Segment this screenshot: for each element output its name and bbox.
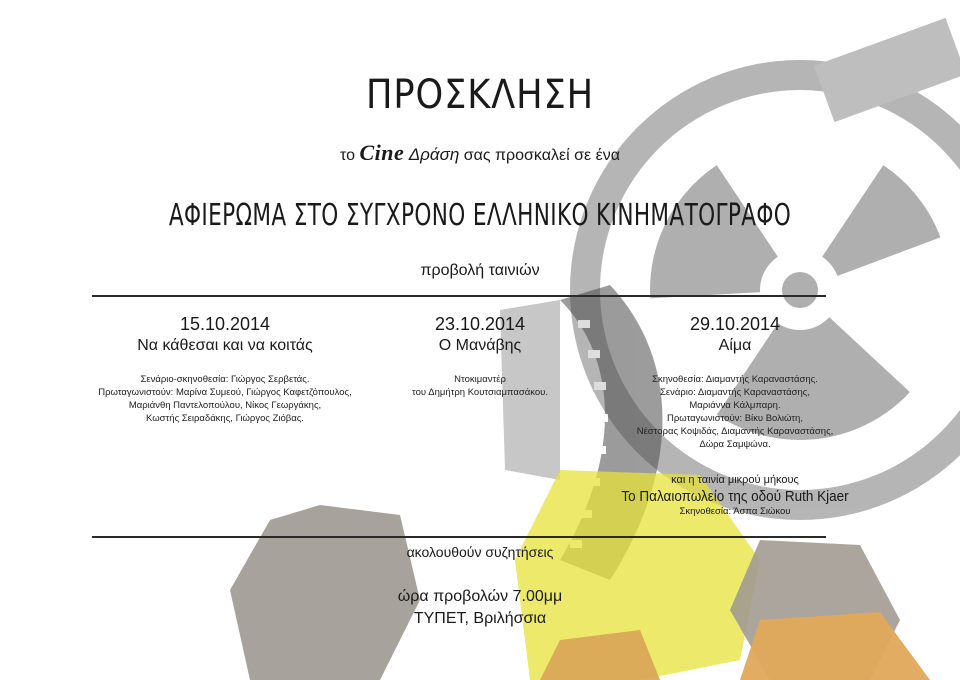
discussions-note: ακολουθούν συζητήσεις <box>406 544 554 560</box>
credit-line: Πρωταγωνιστούν: Βίκυ Βολιώτη, <box>667 413 803 424</box>
tribute-heading: ΑΦΙΕΡΩΜΑ ΣΤΟ ΣΥΓΧΡΟΝΟ ΕΛΛΗΝΙΚΟ ΚΙΝΗΜΑΤΟΓΡΑΦΟ <box>168 198 792 233</box>
credit-line: Κωστής Σειραδάκης, Γιώργος Ζιόβας. <box>146 413 304 424</box>
credit-line: Δώρα Σαμψώνα. <box>699 439 771 450</box>
credit-line: Σκηνοθεσία: Διαμαντής Καραναστάσης. <box>652 374 818 385</box>
divider-bottom <box>92 536 826 538</box>
film-credits <box>570 373 900 451</box>
film-entry-2 <box>380 314 580 399</box>
film-credits <box>60 373 390 425</box>
credit-line: Ντοκιμαντέρ <box>454 374 506 385</box>
credit-line: Μαριάνθη Παντελοπούλου, Νίκος Γεωργάκης, <box>128 400 322 411</box>
credit-line: του Δημήτρη Κουτσιαμπασάκου. <box>412 387 548 398</box>
short-film-director: Σκηνοθεσία: Άσπα Σιώκου <box>679 506 791 517</box>
intro-suffix: σας προσκαλεί σε ένα <box>463 147 620 164</box>
film-entry-1 <box>60 314 390 425</box>
film-date: 23.10.2014 <box>434 314 526 334</box>
film-date: 29.10.2014 <box>689 314 781 334</box>
divider-top <box>92 295 826 297</box>
brand-logo-cine: Cine <box>359 140 405 165</box>
short-film-intro: και η ταινία μικρού μήκους <box>671 474 799 486</box>
brand-logo-drasi: Δράση <box>408 145 460 164</box>
intro-prefix: το <box>340 147 356 164</box>
short-film-entry <box>560 474 910 517</box>
screening-label: προβολή ταινιών <box>420 262 540 279</box>
credit-line: Μαριάννα Κάλμπαρη. <box>689 400 781 411</box>
film-date: 15.10.2014 <box>179 314 271 334</box>
film-title: Αίμα <box>718 337 752 354</box>
film-title: Ο Μανάβης <box>438 337 522 354</box>
film-credits <box>380 373 580 399</box>
credit-line: Σενάριο: Διαμαντής Καραναστάσης, <box>659 387 810 398</box>
intro-line <box>0 140 960 166</box>
invitation-title: ΠΡΟΣΚΛΗΣΗ <box>366 72 594 118</box>
credit-line: Νέστορας Κοψιδάς, Διαμαντής Καραναστάσης, <box>636 426 834 437</box>
credit-line: Σενάριο-σκηνοθεσία: Γιώργος Σερβετάς. <box>140 374 310 385</box>
short-film-title: Το Παλαιοπωλείο της οδού Ruth Kjaer <box>621 488 849 505</box>
film-title: Να κάθεσαι και να κοιτάς <box>137 337 313 354</box>
credit-line: Πρωταγωνιστούν: Μαρίνα Συμεού, Γιώργος Καφετζόπουλος, <box>98 387 352 398</box>
venue: ΤΥΠΕΤ, Βριλήσσια <box>413 610 547 627</box>
screening-time: ώρα προβολών 7.00μμ <box>397 588 563 605</box>
film-entry-3 <box>570 314 900 451</box>
